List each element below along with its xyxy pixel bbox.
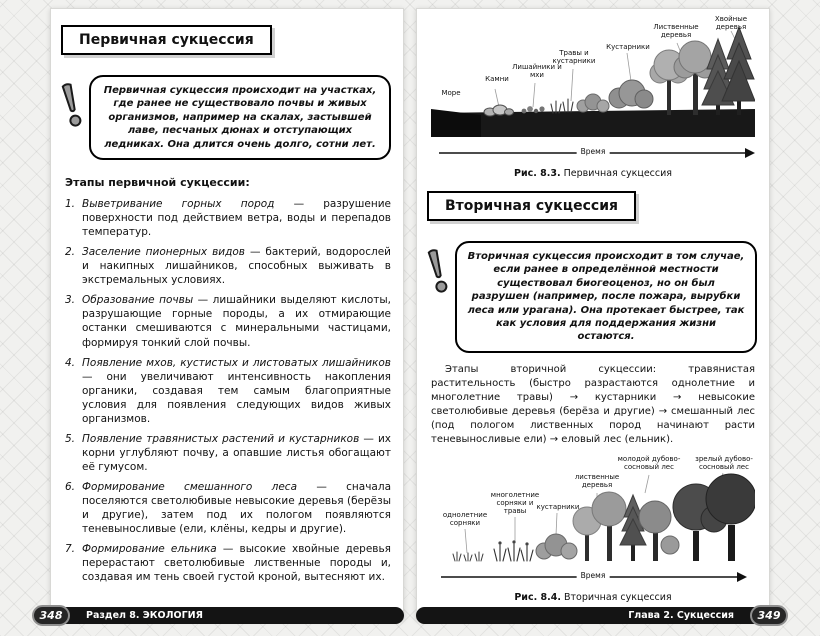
list-item-number: 1. (65, 197, 76, 210)
fig84-label-perennial: многолетние сорняки и травы (490, 490, 540, 515)
list-item-text (82, 245, 391, 287)
small-shrubs-shape (577, 94, 609, 112)
list-item-text (82, 197, 391, 239)
footer-left-label: Раздел 8. ЭКОЛОГИЯ (86, 610, 203, 621)
fig84-label-mature-forest: зрелый дубово-сосновый лес (695, 454, 753, 471)
fig83-time-label: Время (577, 147, 610, 156)
list-item-rest: — они увеличивают интенсивность накопления органики, создавая тем самым благоприятные условия для появления следующих видов живых организмов. (82, 370, 391, 425)
list-item-text (82, 293, 391, 349)
primary-callout (89, 75, 391, 160)
list-item-rest: — их корни углубляют почву, а опавшие листья обогащают её гумусом. (82, 432, 391, 474)
fig83-caption-number: Рис. 8.3. (513, 168, 561, 179)
secondary-stages-paragraph: Этапы вторичной сукцессии: травянистая растительность (быстро разрастаются однолетние и многолетние травы) → кустарники → невысокие светолюбивые деревья (берёза и другие) → смешанный лес (под пологом лиственных пород начинают расти теневыносливые ели) → еловый лес (ельник). (431, 363, 755, 445)
footer-left-bar (40, 607, 404, 624)
fig83-label-conifers: Хвойные деревья (714, 15, 748, 32)
list-item-text (82, 480, 391, 536)
list-item-text (82, 542, 391, 584)
fig83-caption-text: Первичная сукцессия (560, 168, 673, 179)
list-item-text (82, 356, 391, 426)
list-item (65, 356, 391, 426)
list-item-number: 7. (65, 543, 76, 556)
exclamation-icon (57, 81, 87, 133)
list-item-term: Появление мхов, кустистых и листоватых лишайников (82, 356, 391, 369)
exclamation-icon (423, 247, 453, 299)
list-item-term: Появление травянистых растений и кустарников (82, 432, 360, 445)
fig84-label-shrubs: кустарники (536, 502, 580, 511)
list-item (65, 293, 391, 349)
list-item-rest: — высокие хвойные деревья перерастают светолюбивые лиственные породы и, создавая им тень своей густой кроной, вытесняют их. (82, 543, 391, 584)
list-item-number: 5. (65, 432, 76, 445)
fig84-caption-number: Рис. 8.4. (514, 591, 561, 603)
perennial-weeds-shape (494, 540, 533, 561)
fig83-label-sea: Море (441, 89, 461, 97)
list-item-text (82, 432, 391, 474)
list-item-number: 4. (65, 356, 76, 369)
fig83-label-deciduous: Лиственные деревья (653, 23, 699, 40)
list-item-number: 3. (65, 294, 76, 307)
right-page (416, 8, 770, 620)
left-page (50, 8, 404, 620)
list-item-term: Заселение пионерных видов (82, 246, 245, 259)
list-item (65, 480, 391, 536)
list-item (65, 197, 391, 239)
list-item-number: 6. (65, 481, 76, 494)
fig84-caption-text: Вторичная сукцессия (560, 591, 672, 603)
list-item-rest: — разрушение поверхности под действием ветра, воды и перепадов температур. (82, 197, 391, 239)
list-item-number: 2. (65, 246, 76, 259)
ground-and-sea-shape (431, 109, 755, 137)
mature-forest-shape (673, 474, 755, 561)
fig84-label-deciduous: лиственные деревья (574, 472, 620, 489)
primary-callout-text: Первичная сукцессия происходит на участках, где ранее не существовало почвы и живых организмов, например на скалах, застывшей лаве, песчаных дюнах и отступающих ледниках. Она длится очень долго, сотни лет. (89, 75, 391, 160)
list-item-rest: — лишайники выделяют кислоты, разрушающие горные породы, а их отмирающие останки смешиваются с минеральными частицами, формируя тонкий слой почвы. (82, 294, 391, 349)
stages-heading: Этапы первичной сукцессии: (65, 175, 250, 189)
figure-8-4 (431, 455, 755, 589)
page-number-right: 349 (750, 605, 788, 626)
secondary-callout (455, 241, 757, 353)
list-item-rest: — сначала поселяются светолюбивые невысокие деревья (берёзы и другие), затем под их пологом появляются теневыносливые (ели, клёны, кедры и другие). (82, 481, 391, 536)
list-item (65, 245, 391, 287)
list-item (65, 542, 391, 584)
shrubs-shape (609, 80, 653, 108)
list-item-rest: — бактерий, водорослей и накипных лишайников, способных выживать в экстремальных условиях. (82, 246, 391, 287)
primary-stage-list (65, 197, 391, 585)
list-item (65, 432, 391, 474)
list-item-term: Выветривание горных пород (82, 197, 275, 210)
footer-right-label: Глава 2. Сукцессия (628, 610, 734, 621)
list-item-term: Формирование смешанного леса (82, 481, 298, 494)
secondary-succession-title-text: Вторичная сукцессия (445, 198, 619, 214)
fig84-time-label: Время (577, 571, 610, 580)
list-item-term: Образование почвы (82, 294, 194, 307)
fig83-label-grasses: Травы и кустарники (552, 49, 596, 66)
primary-succession-title (61, 25, 272, 55)
stones-shape (484, 105, 514, 116)
secondary-callout-text: Вторичная сукцессия происходит в том случае, если ранее в определённой местности существовал биогеоценоз, но он был разрушен (например, после пожара, вырубки леса или урагана). Она протекает быстрее, так как условия для поддержания жизни остаются. (455, 241, 757, 353)
fig84-label-young-forest: молодой дубово-сосновый лес (617, 454, 681, 471)
annual-weeds-shape (453, 552, 483, 561)
fig83-label-lichens: Лишайники и мхи (512, 63, 562, 80)
list-item-term: Формирование ельника (82, 543, 217, 556)
primary-succession-illustration (431, 17, 755, 165)
fig83-label-shrubs: Кустарники (606, 43, 650, 51)
page-number-left: 348 (32, 605, 70, 626)
young-forest-shape (620, 495, 679, 561)
shrubs-shape (536, 534, 577, 559)
footer-right-bar (416, 607, 780, 624)
fig83-caption (417, 168, 769, 179)
grass-tufts-shape (551, 99, 573, 113)
fig84-label-annual: однолетние сорняки (442, 510, 488, 527)
secondary-succession-title (427, 191, 636, 221)
fig83-label-stones: Камни (485, 75, 509, 83)
fig84-caption (417, 592, 769, 603)
figure-8-3 (431, 17, 755, 165)
primary-succession-title-text: Первичная сукцессия (79, 32, 254, 48)
